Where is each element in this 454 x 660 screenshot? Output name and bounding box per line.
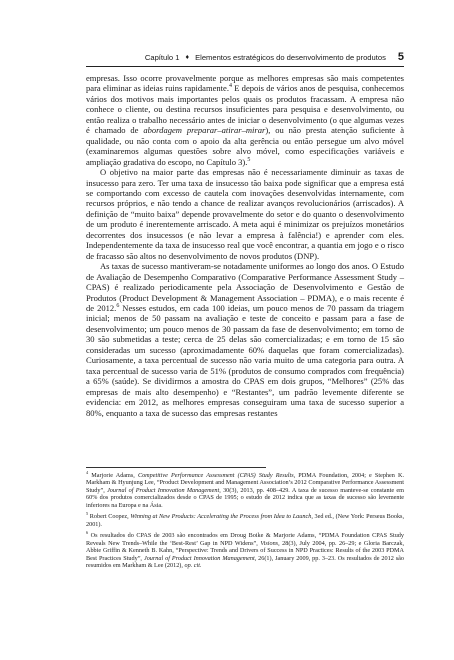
footnote-ref: 6	[86, 530, 89, 536]
text-run: , 3ed ed., (New York: Perseus Books, 2001).	[86, 513, 405, 528]
footnotes	[86, 469, 405, 573]
paragraph-3	[86, 261, 404, 418]
text-run: empresas. Isso ocorre provavelmente porque as melhores empresas são mais competentes para eliminar as ideias ruins rapidamente.	[86, 73, 404, 94]
text-run: Robert Coopez,	[88, 513, 131, 521]
footnote-4	[86, 469, 405, 509]
diamond-separator-icon: ♦	[185, 53, 190, 61]
italic-text: abordagem preparar–atirar–mirar	[143, 125, 266, 136]
text-run: , 26(1), January 2009, pp. 3–23. Os resultados de 2012 são resumidos em Markham & Lee (2012),	[86, 554, 404, 569]
page-number: 5	[397, 51, 404, 63]
text-run: , 30(3), 2013, pp. 408–429. A taxa de sucesso manteve-se constante em 60% dos produtos comercializados desde o CPAS de 1995; o estudo de 2012 indica que as taxas de sucesso são levemente inferiores na Europa e na Ásia.	[86, 486, 404, 509]
text-run: As taxas de sucesso mantiveram-se notadamente uniformes ao longo dos anos. O Estudo de Avaliação de Desempenho Comparativo (Comparative Performance Assessment Study – CPAS) é realizado periodicamente pela Associação de Desenvolvimento e Gestão de Produtos (Product Development & Management Association – PDMA), e o mais recente é de 2012.	[86, 261, 404, 313]
italic-text: op. cit.	[184, 561, 202, 569]
paragraph-1	[86, 73, 404, 167]
footnote-ref: 5	[86, 511, 89, 517]
text-run: O objetivo na maior parte das empresas não é necessariamente diminuir as taxas de insucesso para zero. Ter uma taxa de insucesso tão baixa pode significar que a empresa está se comportando com excesso de cautela com inovações desenvolvidas internamente, com recursos próprios, e não tendo a chance de realizar avanços revolucionários (arriscados). A definição de “muito baixa” depende provavelmente do setor e do quanto o desenvolvimento de um produto é inerentemente arriscado. A meta aqui é minimizar os prejuízos monetários decorrentes dos insucessos (e não levar a empresa à falência!) e aprender com eles. Independentemente da taxa de insucesso real que você encontrar, a quantia em jogo e o risco de fracasso são altos no desenvolvimento de novos produtos (DNP).	[86, 167, 404, 261]
italic-text: Journal of Product Innovation Management	[143, 554, 255, 562]
text-run: , 28(3), July 2004, pp. 26–29; e Gloria Barczak, Abbie Griffin & Kenneth B. Kahn, “Perspective: Trends and Drivers of Success in NPD Practices: Results of the 2003 PDMA Best Practices Study”,	[86, 539, 404, 562]
text-run: ), ou não presta atenção suficiente à qualidade, ou não conta com o apoio da alta gerência ou então persegue um alvo móvel (examinaremos algumas questões sobre alvo móvel, como especificações variáveis e ampliação gradativa do escopo, no Capítulo 3).	[86, 125, 404, 167]
text-run: Marjorie Adams,	[88, 472, 138, 479]
chapter-label: Capítulo 1	[144, 52, 180, 62]
italic-text: Winning at New Products: Accelerating the Process from Idea to Launch	[130, 513, 312, 521]
running-header	[118, 50, 404, 64]
italic-text: Journal of Product Innovation Management	[107, 486, 220, 494]
footnote-6	[86, 532, 404, 569]
footnote-separator	[86, 467, 266, 468]
paragraph-2	[86, 167, 404, 261]
footnote-ref: 4	[86, 469, 89, 475]
italic-text: Visions	[260, 539, 279, 547]
footnote-5	[86, 513, 404, 528]
text-run: Os resultados do CPAS de 2003 são encontrados em Droug Boike & Marjorie Adams, “PDMA Foundation CPAS Study Reveals New Trends–While the ‘Best-Rest’ Gap in NPD Widens”,	[86, 532, 404, 547]
text-run: Nesses estudos, em cada 100 ideias, um pouco menos de 70 passam da triagem inicial; menos de 50 passam na avaliação e teste de conceito e passam para a fase de desenvolvimento; um pouco menos de 30 passam da fase de desenvolvimento; em torno de 30 são submetidas a teste; cerca de 25 delas são comercializadas; e em torno de 15 são consideradas um sucesso (aproximadamente 60% daquelas que foram comercializadas). Curiosamente, a taxa percentual de sucesso não varia muito de uma categoria para outra. A taxa percentual de sucesso varia de 51% (produtos de consumo comprados com frequência) a 65% (saúde). Se dividirmos a amostra do CPAS em dois grupos, “Melhores” (25% das empresas de mais alto desempenho) e “Restantes”, um padrão levemente diferente se evidencia: em 2012, as melhores empresas conseguiram uma taxa de sucesso superior a 80%, enquanto a taxa de sucesso das empresas restantes	[86, 302, 404, 418]
footnote-ref: 6	[116, 303, 120, 310]
text-run: E depois de vários anos de pesquisa, conhecemos vários dos motivos mais importantes pelos quais os produtos fracassam. A empresa não conhece o cliente, ou destina recursos insuficientes para pesquisa e desenvolvimento, ou então realiza o trabalho necessário antes de iniciar o desenvolvimento (o que algumas vezes é chamado de	[86, 83, 404, 136]
section-title: Elementos estratégicos do desenvolvimento de produtos	[195, 52, 386, 62]
header-rule	[86, 66, 404, 67]
italic-text: Competitive Performance Assessment (CPAS) Study Results	[137, 472, 294, 479]
footnote-ref: 4	[228, 83, 232, 90]
footnote-ref: 5	[247, 156, 251, 163]
text-run: , PDMA Foundation, 2004; e Stephen K. Markham & Hyunjung Lee, “Product Development and Management Association’s 2012 Comparative Performance Assessment Study”,	[86, 472, 405, 494]
body-text	[86, 73, 404, 418]
